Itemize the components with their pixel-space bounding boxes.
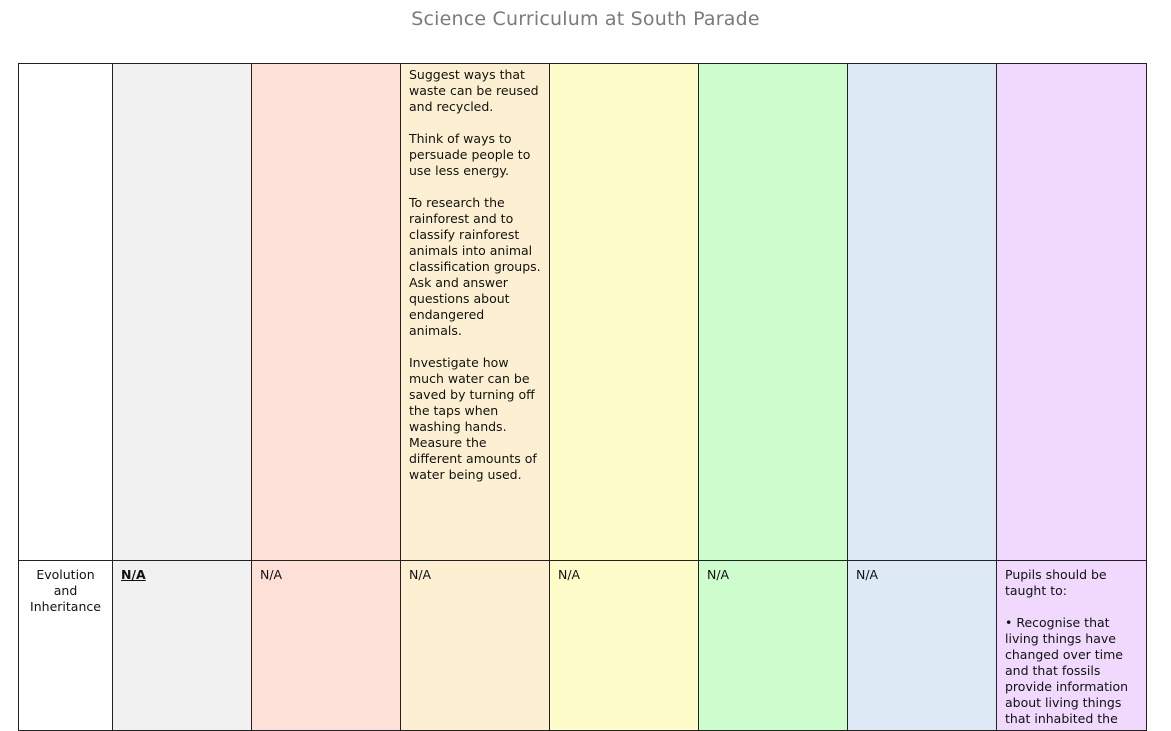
- table-cell-col1: [113, 64, 252, 561]
- table-row: [19, 64, 1147, 561]
- subject-label: Evolution and Inheritance: [19, 561, 113, 731]
- table-cell-col7: [997, 64, 1147, 561]
- table-cell-col2: N/A: [252, 561, 401, 731]
- table-cell-col1: [113, 561, 252, 731]
- table-cell-col3: Suggest ways that waste can be reused and recycled. Think of ways to persuade people to use less energy. To research the rainforest and to classify rainforest animals into animal classification groups. Ask and answer questions about endangered animals. Investigate how much water can be saved by turning off the taps when washing hands. Measure the different amounts of water being used.: [401, 64, 550, 561]
- table-cell-col2: [252, 64, 401, 561]
- page-title: Science Curriculum at South Parade: [411, 8, 760, 30]
- table-cell-col4: N/A: [550, 561, 699, 731]
- na-text: N/A: [121, 567, 146, 582]
- table-cell-col5: [699, 64, 848, 561]
- curriculum-table: [18, 63, 1147, 731]
- table-cell-col5: N/A: [699, 561, 848, 731]
- table-cell-subject: [19, 64, 113, 561]
- table-cell-col6: N/A: [848, 561, 997, 731]
- table-cell-col4: [550, 64, 699, 561]
- table-cell-col7: Pupils should be taught to: • Recognise that living things have changed over time and that fossils provide information about living things that inhabited the: [997, 561, 1147, 731]
- table-cell-col6: [848, 64, 997, 561]
- table-row: [19, 561, 1147, 731]
- table-cell-col3: N/A: [401, 561, 550, 731]
